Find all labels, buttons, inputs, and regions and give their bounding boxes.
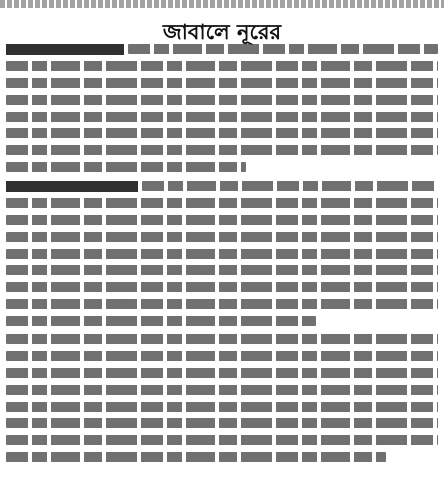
article-paragraph-1 (6, 44, 438, 179)
text-line (6, 162, 246, 172)
text-line (142, 181, 438, 191)
text-line (6, 418, 438, 428)
text-line (6, 368, 438, 378)
text-line (6, 128, 438, 138)
text-line (6, 95, 438, 105)
text-line (6, 215, 438, 225)
text-line (6, 334, 438, 344)
text-line (6, 265, 438, 275)
text-line (6, 316, 316, 326)
text-line (6, 351, 438, 361)
text-line (6, 385, 438, 395)
text-line (6, 232, 438, 242)
text-line (6, 435, 438, 445)
article-paragraph-2 (6, 181, 438, 333)
clipping-cut-edge (0, 0, 444, 8)
section-subhead (6, 181, 138, 192)
text-line (6, 112, 438, 122)
text-line (6, 282, 438, 292)
text-line (6, 78, 438, 88)
article-paragraph-3 (6, 334, 438, 469)
text-line (6, 299, 438, 309)
text-line (6, 402, 438, 412)
text-line (6, 198, 438, 208)
text-line (6, 61, 438, 71)
text-line (128, 44, 438, 54)
text-line (6, 145, 438, 155)
text-line (6, 452, 386, 462)
continuation-label (6, 44, 124, 55)
text-line (6, 249, 438, 259)
article-heading: জাবালে নূরের (162, 20, 282, 44)
